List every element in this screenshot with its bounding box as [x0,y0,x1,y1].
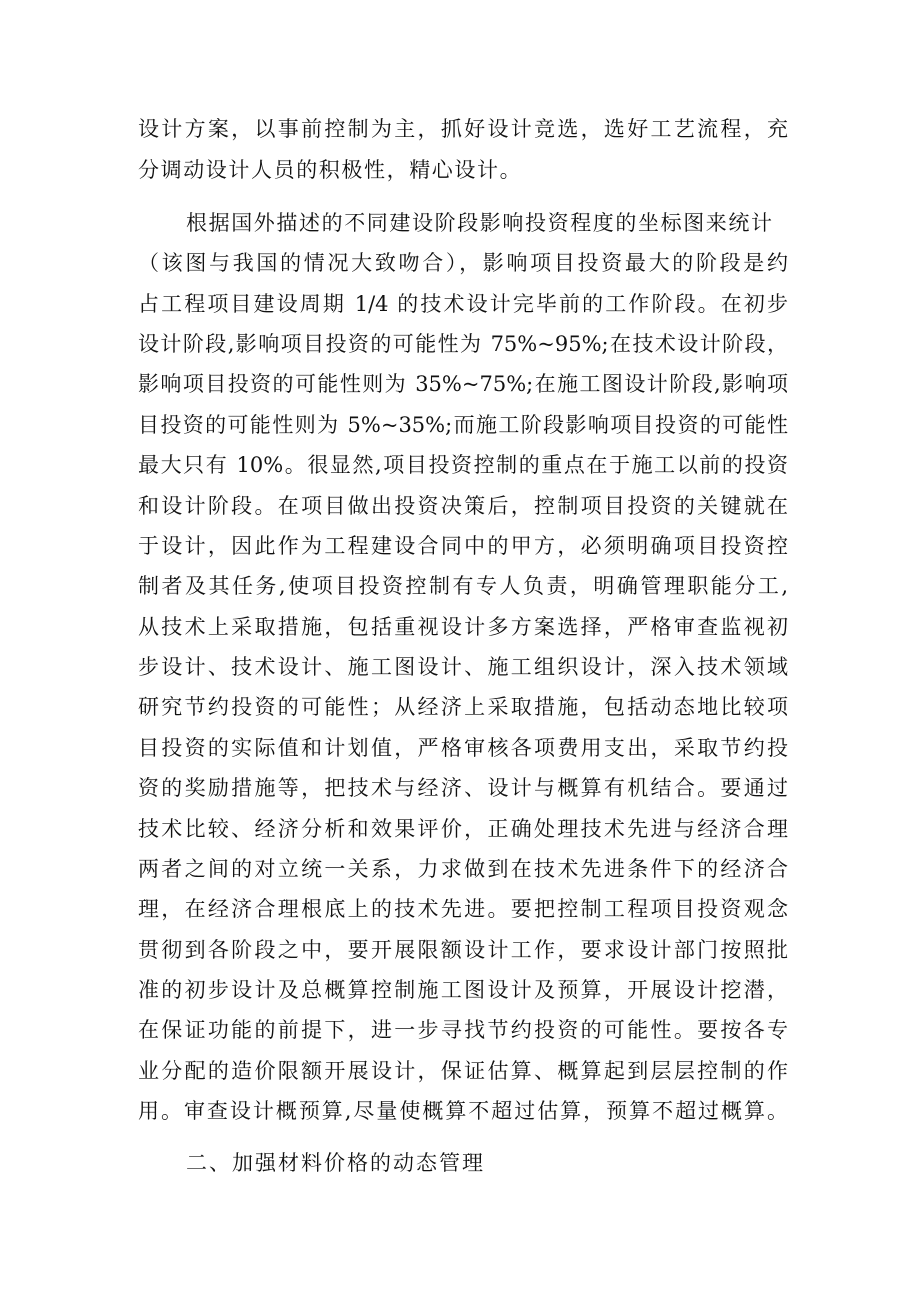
text-line: 两者之间的对立统一关系，力求做到在技术先进条件下的经济合 [138,857,788,881]
text-line: 和设计阶段。在项目做出投资决策后，控制项目投资的关键就在 [138,494,788,518]
text-line: 步设计、技术设计、施工图设计、施工组织设计，深入技术领域 [138,655,788,679]
text-line: 影响项目投资的可能性则为 35%~75%;在施工图设计阶段,影响项 [138,372,788,396]
text-line: 最大只有 10%。很显然,项目投资控制的重点在于施工以前的投资 [138,453,788,477]
text-line: 占工程项目建设周期 1/4 的技术设计完毕前的工作阶段。在初步 [138,292,788,316]
text-line: 分调动设计人员的积极性，精心设计。 [138,158,523,182]
text-line: 根据国外描述的不同建设阶段影响投资程度的坐标图来统计 [186,211,774,235]
section-heading: 二、加强材料价格的动态管理 [186,1151,485,1175]
text-line: 业分配的造价限额开展设计，保证估算、概算起到层层控制的作 [138,1059,788,1083]
text-line: 目投资的实际值和计划值，严格审核各项费用支出，采取节约投 [138,736,788,760]
text-line: 于设计，因此作为工程建设合同中的甲方，必须明确项目投资控 [138,534,788,558]
text-line: 理，在经济合理根底上的技术先进。要把控制工程项目投资观念 [138,897,788,921]
text-line: 在保证功能的前提下，进一步寻找节约投资的可能性。要按各专 [138,1018,788,1042]
text-line: 用。审查设计概预算,尽量使概算不超过估算，预算不超过概算。 [138,1099,788,1123]
text-line: 资的奖励措施等，把技术与经济、设计与概算有机结合。要通过 [138,776,788,800]
text-line: 贯彻到各阶段之中，要开展限额设计工作，要求设计部门按照批 [138,938,788,962]
text-line: 从技术上采取措施，包括重视设计多方案选择，严格审查监视初 [138,615,788,639]
text-line: 目投资的可能性则为 5%~35%;而施工阶段影响项目投资的可能性 [138,413,788,437]
text-line: 准的初步设计及总概算控制施工图设计及预算，开展设计挖潜， [138,978,788,1002]
text-line: 设计方案，以事前控制为主，抓好设计竞选，选好工艺流程，充 [138,117,788,141]
text-line: （该图与我国的情况大致吻合），影响项目投资最大的阶段是约 [138,251,788,275]
text-line: 设计阶段,影响项目投资的可能性为 75%~95%;在技术设计阶段， [138,332,788,356]
text-line: 技术比较、经济分析和效果评价，正确处理技术先进与经济合理 [138,817,788,841]
text-line: 研究节约投资的可能性；从经济上采取措施，包括动态地比较项 [138,695,788,719]
text-line: 制者及其任务,使项目投资控制有专人负责，明确管理职能分工, [138,574,788,598]
